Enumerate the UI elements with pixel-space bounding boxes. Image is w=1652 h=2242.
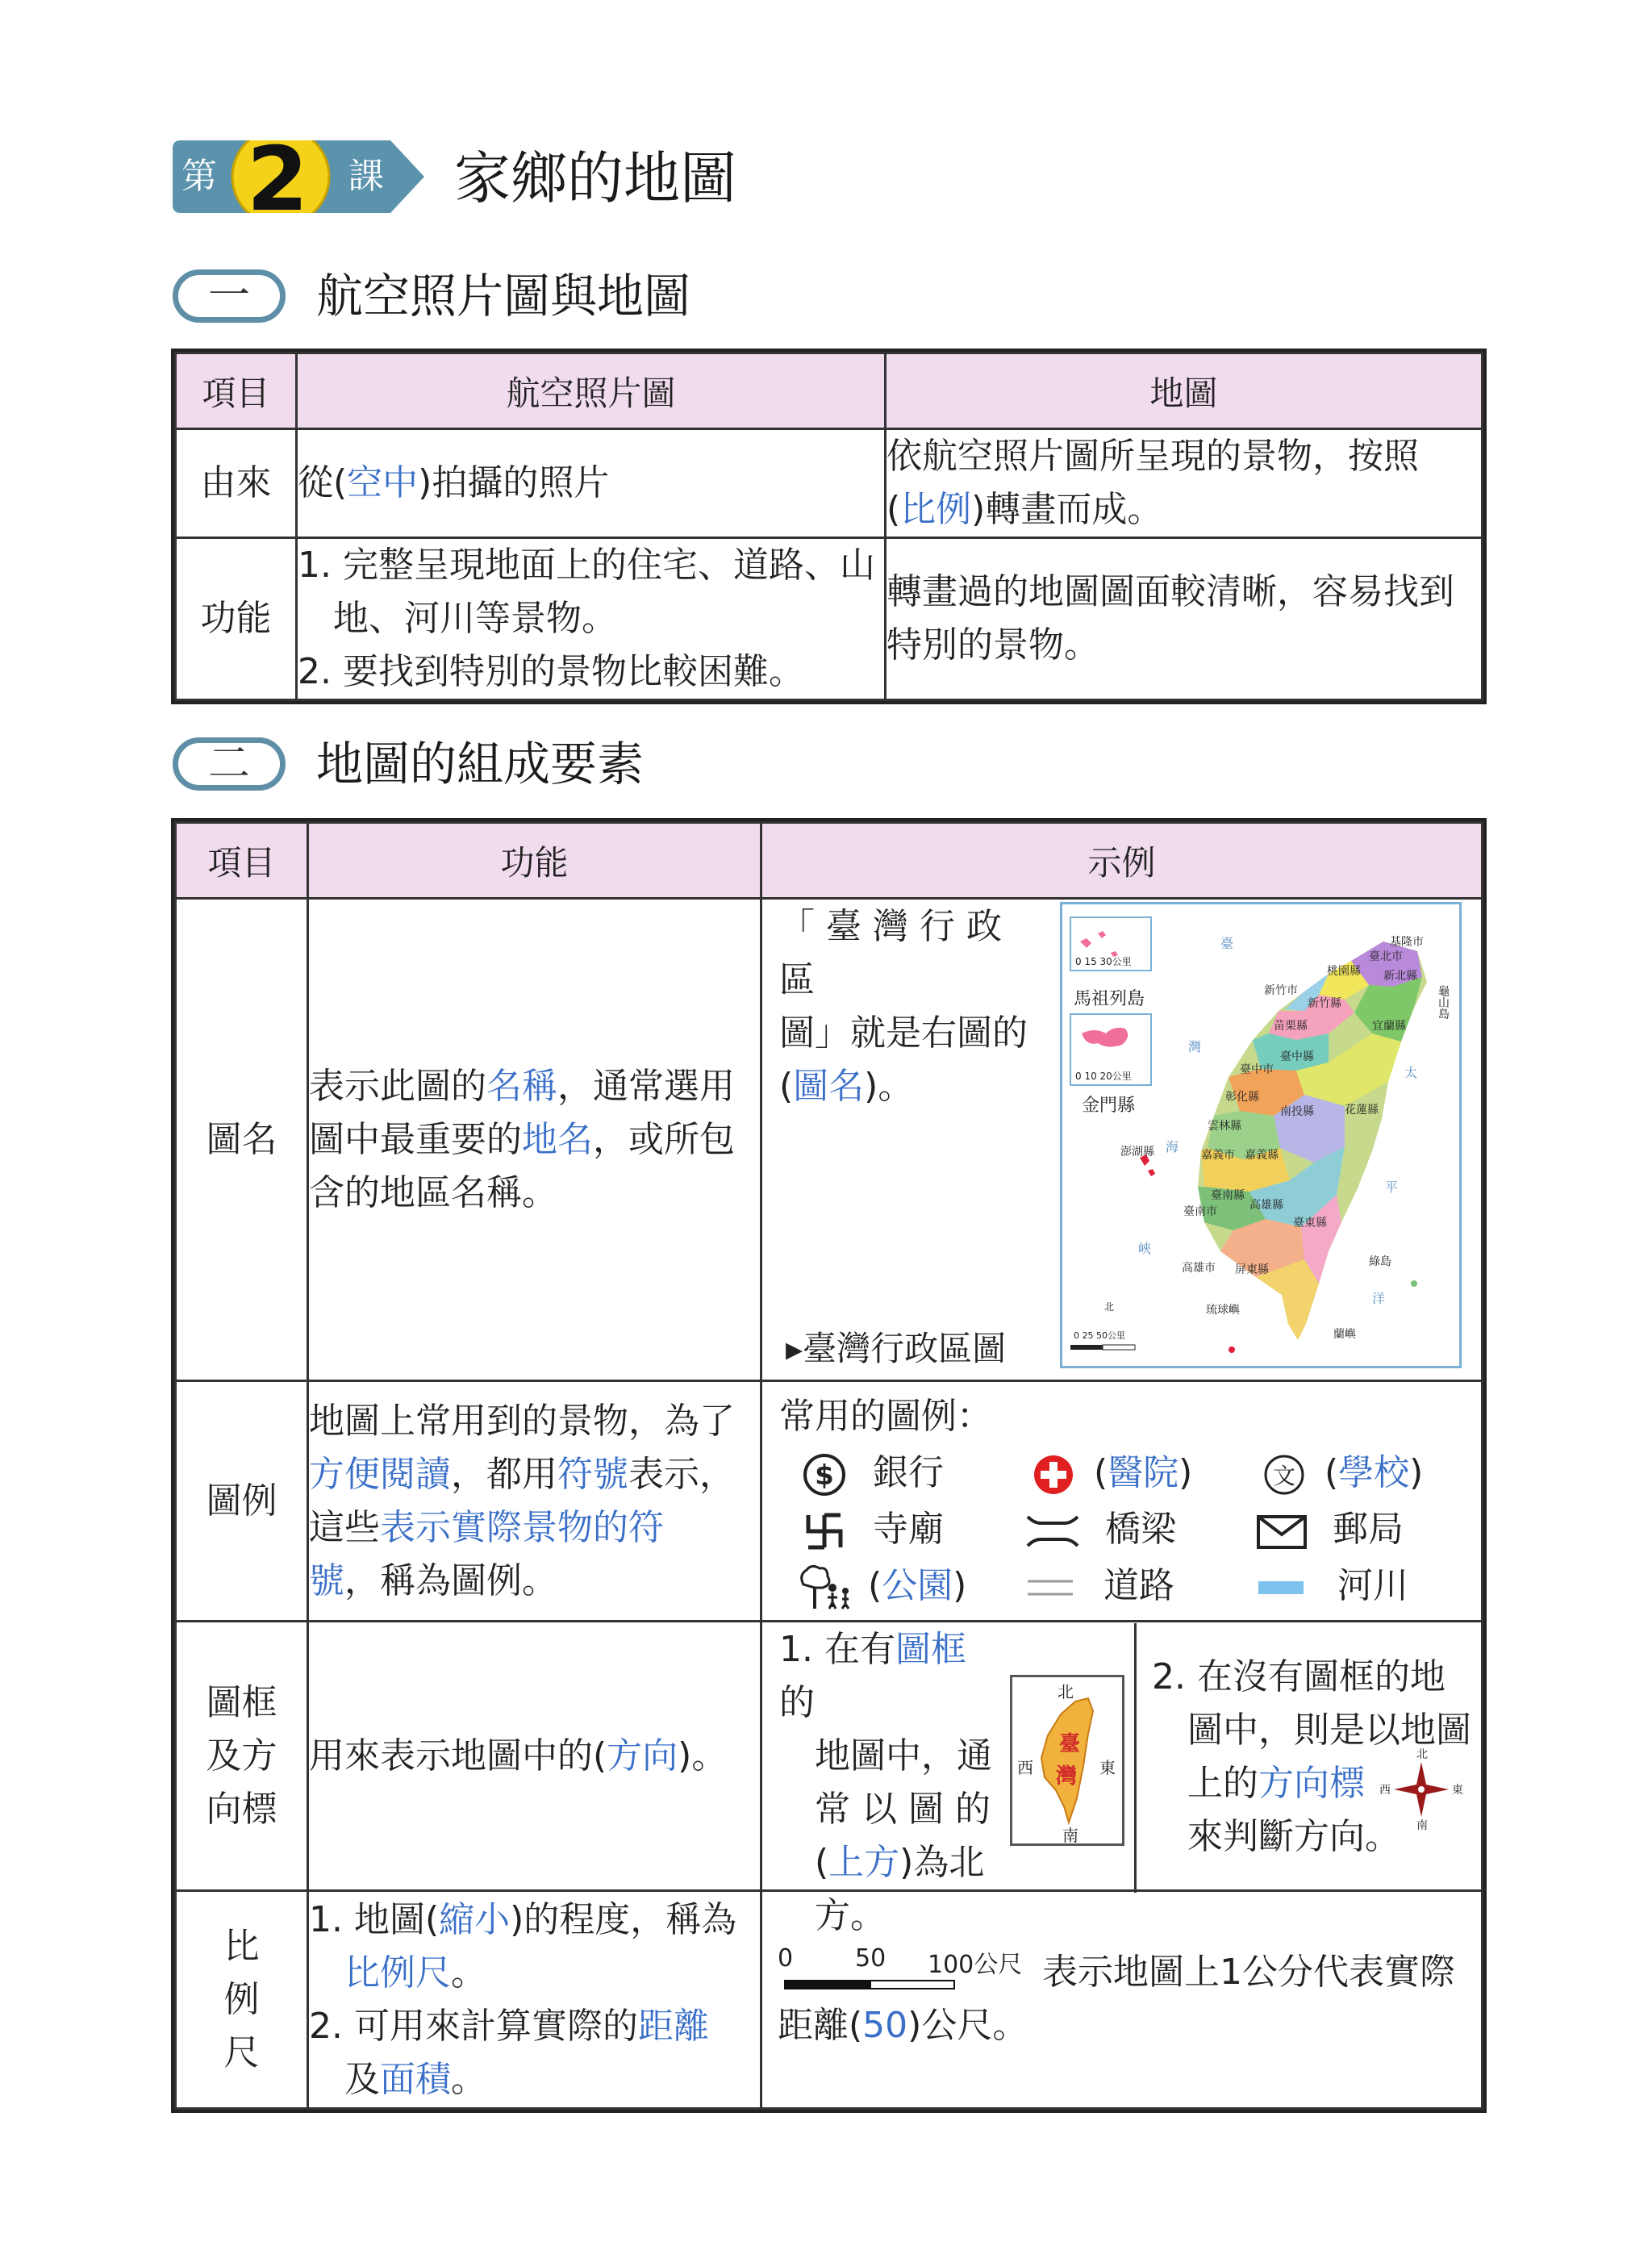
compass-rose <box>1379 1748 1463 1832</box>
row-label-scale: 比 例 尺 <box>176 1891 308 2109</box>
map-label: 基隆市 <box>1390 936 1424 949</box>
lesson-prefix: 第 <box>181 156 217 197</box>
frame-function-cell: 用來表示地圖中的(方向)。 <box>308 1622 761 1891</box>
mini-west: 西 <box>1017 1758 1033 1777</box>
road-icon <box>1026 1565 1074 1610</box>
table-header: 示例 <box>761 823 1483 899</box>
map-label: 北 <box>1104 1301 1115 1313</box>
legend-item-temple: 寺廟 <box>802 1505 944 1554</box>
table-header: 地圖 <box>886 353 1483 429</box>
legend-item-bank: $ 銀行 <box>802 1449 944 1497</box>
map-label: 桃園縣 <box>1327 965 1361 978</box>
legend-item-school: 文 (學校) <box>1262 1449 1423 1497</box>
map-label: 臺中市 <box>1240 1063 1274 1076</box>
scale-label-50: 50 <box>855 1944 886 1973</box>
map-label: 臺南市 <box>1183 1205 1217 1218</box>
aerial-function-cell: 1. 完整呈現地面上的住宅、道路、山 地、河川等景物。 2. 要找到特別的景物比較困難。 <box>297 538 886 700</box>
map-label: 屏東縣 <box>1235 1263 1269 1276</box>
legend-item-bridge: 橋梁 <box>1024 1505 1176 1554</box>
aerial-origin-cell: 從(空中)拍攝的照片 <box>297 429 886 538</box>
map-label: 高雄縣 <box>1249 1199 1283 1212</box>
mini-south: 南 <box>1062 1826 1078 1845</box>
map-label: 彰化縣 <box>1225 1091 1259 1104</box>
dollar-icon <box>802 1452 847 1497</box>
mail-icon <box>1255 1509 1308 1554</box>
map-label: 雲林縣 <box>1208 1120 1241 1133</box>
compass-east: 東 <box>1452 1784 1463 1797</box>
map-label: 花蓮縣 <box>1345 1104 1379 1117</box>
map-label: 嘉義市 <box>1201 1149 1235 1162</box>
map-origin-cell: 依航空照片圖所呈現的景物，按照 (比例)轉畫而成。 <box>886 429 1483 538</box>
park-icon <box>795 1564 853 1612</box>
section1-number-badge <box>173 269 286 323</box>
svg-text:文: 文 <box>1272 1463 1296 1489</box>
legend-item-river: 河川 <box>1257 1562 1408 1610</box>
title-example-text: 「 臺 灣 行 政 區 圖」就是右圖的 (圖名)。 <box>779 906 1028 1107</box>
table-header: 項目 <box>176 353 297 429</box>
compass-north: 北 <box>1416 1748 1428 1761</box>
map-label: 金門縣 <box>1082 1096 1136 1116</box>
hospital-icon <box>1031 1452 1076 1497</box>
table-header: 項目 <box>176 823 308 899</box>
lesson-title: 家鄉的地圖 <box>454 145 736 211</box>
map-label: 洋 <box>1372 1291 1386 1306</box>
title-function-cell: 表示此圖的名稱，通常選用 圖中最重要的地名，或所包 含的地區名稱。 <box>308 899 761 1381</box>
legend-item-road: 道路 <box>1026 1562 1174 1610</box>
map-label: 新竹縣 <box>1308 997 1341 1010</box>
map-label: 嘉義縣 <box>1245 1149 1279 1162</box>
map-label: 平 <box>1385 1179 1399 1195</box>
mini-tai: 臺 <box>1059 1732 1081 1756</box>
legend-item-hospital: (醫院) <box>1031 1449 1192 1497</box>
map-label: 臺 <box>1220 936 1234 951</box>
map-label: 龜山島 <box>1437 985 1450 1019</box>
map-function-cell: 轉畫過的地圖圖面較清晰，容易找到 特別的景物。 <box>886 538 1483 700</box>
river-icon <box>1257 1565 1305 1610</box>
framed-mini-map <box>1010 1675 1124 1846</box>
map-label: 臺東縣 <box>1293 1217 1327 1230</box>
map-label: 0 10 20公里 <box>1075 1071 1132 1082</box>
frame-divider <box>1134 1623 1137 1893</box>
map-label: 新北縣 <box>1383 970 1417 983</box>
compass-south: 南 <box>1416 1819 1428 1832</box>
scale-label-0: 0 <box>778 1944 794 1973</box>
map-label: 臺北市 <box>1369 950 1403 963</box>
map-caption: ▸臺灣行政區圖 <box>786 1329 1007 1368</box>
row-label-frame: 圖框 及方 向標 <box>176 1622 308 1891</box>
legend-item-post: 郵局 <box>1255 1505 1404 1554</box>
map-label: 苗栗縣 <box>1274 1020 1308 1033</box>
section1-title: 航空照片圖與地圖 <box>316 269 691 324</box>
lesson-number: 2 <box>246 127 309 231</box>
section2-number-badge <box>173 737 286 791</box>
map-label: 綠島 <box>1369 1255 1391 1268</box>
legend-item-park: (公園) <box>795 1562 966 1612</box>
map-label: 蘭嶼 <box>1333 1328 1356 1341</box>
scale-example-text: 表示地圖上1公分代表實際 距離(50)公尺。 <box>778 1952 1455 2046</box>
mini-wan: 灣 <box>1056 1764 1078 1789</box>
row-label: 由來 <box>176 429 297 538</box>
section1-number: 一 <box>207 272 250 320</box>
row-label: 功能 <box>176 538 297 700</box>
mini-north: 北 <box>1058 1682 1074 1701</box>
svg-text:$: $ <box>815 1459 834 1492</box>
bridge-icon <box>1024 1509 1081 1554</box>
map-label: 0 25 50公里 <box>1074 1330 1125 1341</box>
map-label: 宜蘭縣 <box>1372 1020 1406 1033</box>
map-label: 臺南縣 <box>1211 1189 1245 1202</box>
map-label: 高雄市 <box>1182 1262 1216 1275</box>
scale-label-100: 100公尺 <box>928 1951 1023 1979</box>
map-label: 太 <box>1404 1065 1418 1080</box>
section1-table <box>174 352 1483 701</box>
scale-function-cell: 1. 地圖(縮小)的程度，稱為 比例尺。 2. 可用來計算實際的距離 及面積。 <box>308 1891 761 2109</box>
map-label: 灣 <box>1188 1039 1202 1054</box>
compass-west: 西 <box>1379 1784 1391 1797</box>
school-icon <box>1262 1452 1307 1497</box>
lesson-suffix: 課 <box>348 156 384 197</box>
table-header: 功能 <box>308 823 761 899</box>
frame-example-1-text: 1. 在有圖框的 地圖中，通 常 以 圖 的 (上方)為北 方。 <box>779 1629 992 1936</box>
map-label: 馬祖列島 <box>1074 989 1145 1009</box>
table-header: 航空照片圖 <box>297 353 886 429</box>
map-label: 琉球嶼 <box>1206 1304 1240 1317</box>
map-label: 新竹市 <box>1264 984 1298 997</box>
taiwan-admin-map <box>1060 902 1462 1368</box>
map-label: 南投縣 <box>1280 1105 1314 1118</box>
section2-title: 地圖的組成要素 <box>316 737 645 791</box>
map-label: 海 <box>1166 1139 1179 1154</box>
mini-east: 東 <box>1099 1758 1116 1777</box>
map-label: 臺中縣 <box>1280 1050 1314 1063</box>
map-label: 0 15 30公里 <box>1075 956 1132 967</box>
legend-function-cell: 地圖上常用到的景物，為了 方便閱讀，都用符號表示， 這些表示實際景物的符 號，稱為圖例。 <box>308 1381 761 1622</box>
frame-example-2-text: 2. 在沒有圖框的地 圖中，則是以地圖 上的方向標 來判斷方向。 <box>1152 1656 1471 1857</box>
map-label: 峽 <box>1138 1241 1152 1256</box>
map-label: 澎湖縣 <box>1120 1146 1154 1159</box>
row-label-title: 圖名 <box>176 899 308 1381</box>
section2-number: 二 <box>207 740 250 788</box>
legend-heading: 常用的圖例： <box>779 1396 992 1437</box>
temple-icon <box>802 1509 847 1554</box>
row-label-legend: 圖例 <box>176 1381 308 1622</box>
